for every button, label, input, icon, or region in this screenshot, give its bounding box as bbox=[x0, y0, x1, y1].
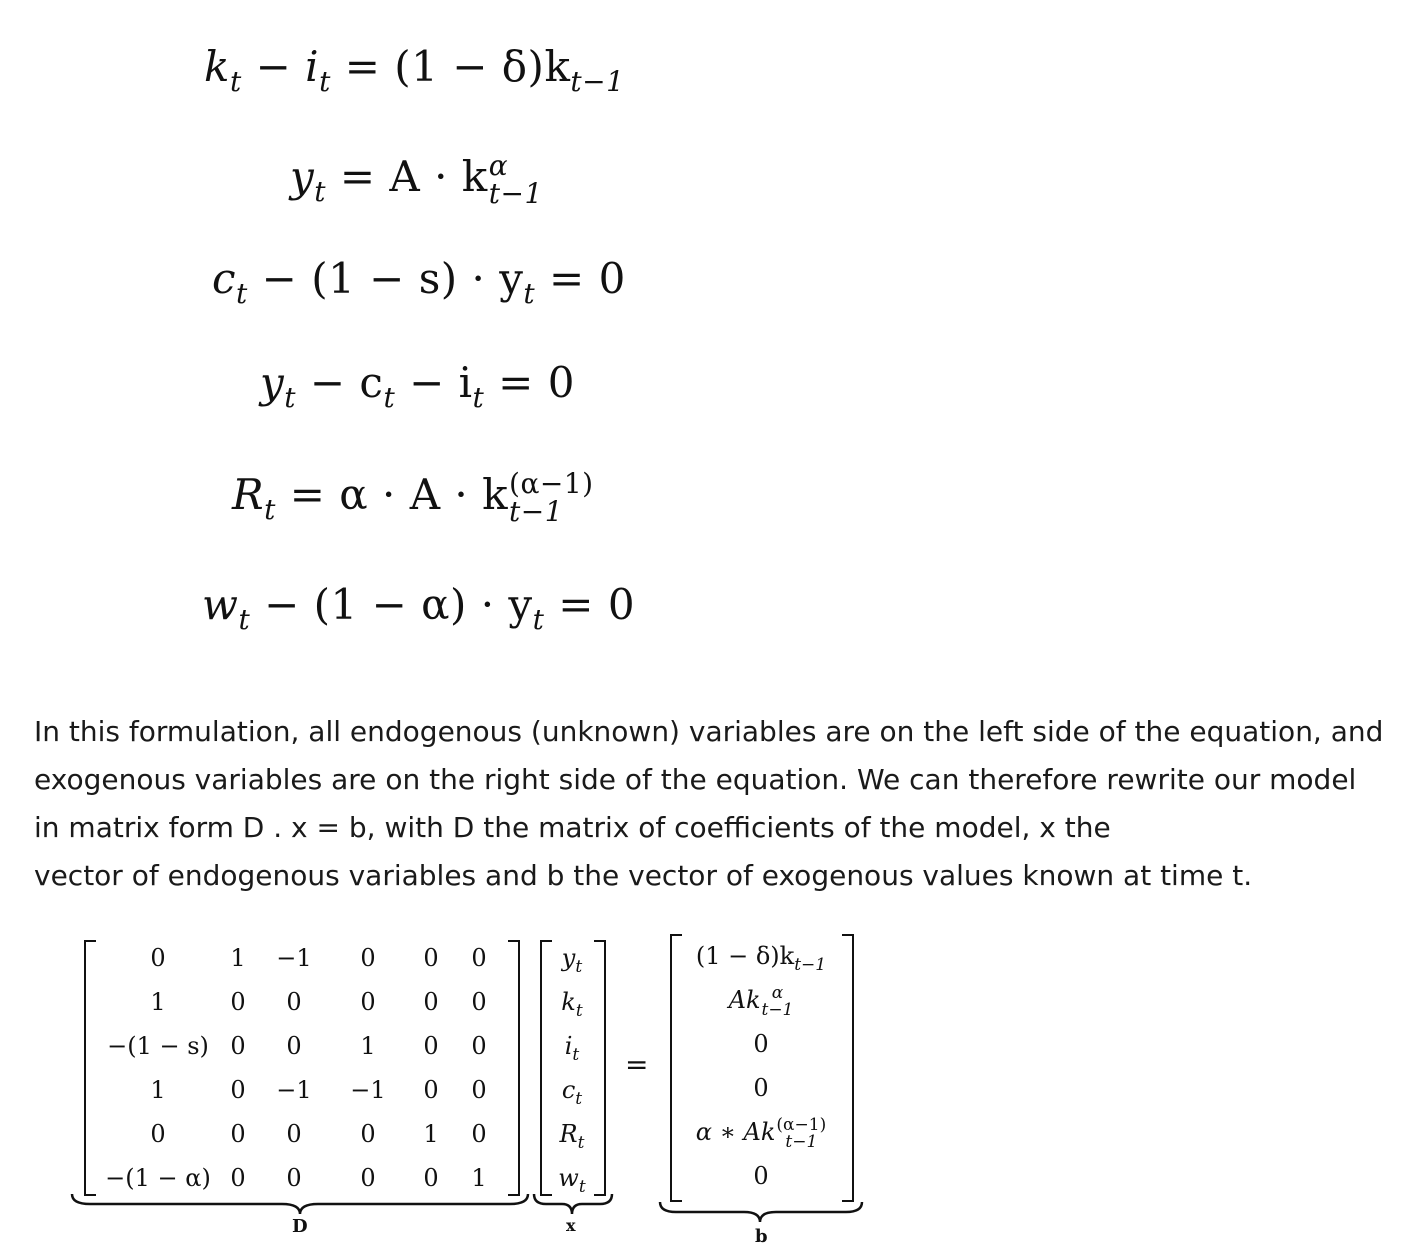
sub: t bbox=[575, 1089, 583, 1109]
sub: t bbox=[229, 65, 242, 98]
sub: t−1 bbox=[570, 65, 625, 98]
var: c bbox=[561, 1076, 576, 1104]
b-text: (1 − δ)k bbox=[695, 942, 795, 970]
b-entry bbox=[680, 934, 842, 978]
sub: t bbox=[577, 1133, 585, 1153]
sub: t bbox=[238, 603, 251, 636]
sub: t bbox=[383, 381, 396, 414]
var: y bbox=[290, 152, 315, 201]
matrix-d-right-bracket bbox=[508, 940, 520, 1196]
var: k bbox=[204, 42, 230, 91]
sub: t−1 bbox=[509, 495, 564, 528]
matrix-d-cell: 0 bbox=[286, 988, 302, 1016]
op: = bbox=[344, 42, 381, 91]
sup: (α−1) bbox=[776, 1114, 827, 1135]
sub: t bbox=[523, 277, 536, 310]
rhs: = 0 bbox=[498, 358, 575, 407]
label-d: D bbox=[292, 1216, 308, 1237]
matrix-d-cell: −1 bbox=[276, 944, 312, 972]
rhs: A · k bbox=[389, 152, 488, 201]
mid: − (1 − α) · y bbox=[264, 580, 533, 629]
var: i bbox=[305, 42, 320, 91]
matrix-d-cell: 0 bbox=[286, 1032, 302, 1060]
var: w bbox=[558, 1164, 579, 1192]
matrix-d-cell: 0 bbox=[230, 988, 246, 1016]
vector-b-right-bracket bbox=[842, 934, 854, 1202]
matrix-d-cell: 1 bbox=[150, 988, 166, 1016]
matrix-d-cell: 1 bbox=[471, 1164, 487, 1192]
label-b: b bbox=[755, 1226, 768, 1247]
b-text: Ak bbox=[728, 986, 761, 1014]
paragraph-line: exogenous variables are on the right side of the equation. We can therefore rewrite our model bbox=[34, 763, 1357, 796]
equals-sign: = bbox=[625, 1048, 649, 1081]
equation-resource-constraint bbox=[260, 358, 575, 414]
var: w bbox=[202, 580, 239, 629]
matrix-d-cell: 0 bbox=[230, 1164, 246, 1192]
matrix-d-cell: 0 bbox=[286, 1120, 302, 1148]
matrix-d-cell: −1 bbox=[350, 1076, 386, 1104]
vector-x-entry bbox=[548, 1024, 596, 1068]
sub: t bbox=[314, 175, 326, 208]
brace-x bbox=[534, 1194, 612, 1214]
sup: α bbox=[488, 149, 509, 182]
vector-x-entry bbox=[548, 1112, 596, 1156]
sub: t bbox=[472, 381, 485, 414]
sub: t bbox=[578, 1177, 586, 1197]
matrix-d bbox=[98, 936, 508, 1200]
term: − c bbox=[309, 358, 384, 407]
rhs: (1 − δ)k bbox=[394, 42, 571, 91]
equation-wage bbox=[202, 580, 636, 636]
b-entry: 0 bbox=[753, 1030, 769, 1058]
matrix-d-cell: −1 bbox=[276, 1076, 312, 1104]
sub: t−1 bbox=[761, 999, 794, 1020]
matrix-d-cell: −(1 − α) bbox=[105, 1164, 211, 1192]
brace-b bbox=[660, 1202, 862, 1222]
matrix-d-cell: 0 bbox=[150, 944, 166, 972]
matrix-d-cell: 0 bbox=[286, 1164, 302, 1192]
matrix-d-cell: 0 bbox=[471, 988, 487, 1016]
var: i bbox=[564, 1032, 573, 1060]
rhs: = 0 bbox=[549, 254, 626, 303]
label-x: x bbox=[566, 1216, 576, 1235]
matrix-d-cell: 0 bbox=[360, 988, 376, 1016]
matrix-d-cell: 0 bbox=[423, 1076, 439, 1104]
matrix-d-cell: 0 bbox=[423, 1032, 439, 1060]
paragraph-line: In this formulation, all endogenous (unknown) variables are on the left side of the equation, and bbox=[34, 715, 1384, 748]
var: y bbox=[260, 358, 285, 407]
rhs: = 0 bbox=[558, 580, 636, 629]
matrix-d-cell: 0 bbox=[360, 1120, 376, 1148]
matrix-d-left-bracket bbox=[84, 940, 96, 1196]
underbraces bbox=[0, 1190, 1420, 1230]
matrix-d-cell: 0 bbox=[471, 944, 487, 972]
matrix-d-cell: 1 bbox=[150, 1076, 166, 1104]
var: R bbox=[559, 1120, 578, 1148]
b-entry: 0 bbox=[753, 1162, 769, 1190]
sup: (α−1) bbox=[509, 467, 594, 500]
op: = bbox=[339, 152, 376, 201]
paragraph-line: in matrix form D . x = b, with D the matrix of coefficients of the model, x the bbox=[34, 811, 1111, 844]
matrix-d-cell: 0 bbox=[471, 1032, 487, 1060]
matrix-d-cell: 0 bbox=[423, 1164, 439, 1192]
sub: t bbox=[284, 381, 296, 414]
vector-x-entry bbox=[548, 936, 596, 980]
rhs: = α · A · k bbox=[289, 470, 509, 519]
matrix-d-cell: 1 bbox=[230, 944, 246, 972]
matrix-d-cell: 0 bbox=[230, 1032, 246, 1060]
matrix-d-cell: 0 bbox=[471, 1120, 487, 1148]
sub: t bbox=[572, 1045, 580, 1065]
equation-interest-rate bbox=[232, 467, 594, 528]
sub: t bbox=[575, 1001, 583, 1021]
var: c bbox=[212, 254, 237, 303]
matrix-d-cell: 0 bbox=[230, 1076, 246, 1104]
var: R bbox=[232, 470, 265, 519]
sub: t−1 bbox=[785, 1131, 818, 1152]
matrix-d-cell: −(1 − s) bbox=[107, 1032, 209, 1060]
b-entry bbox=[680, 1110, 842, 1154]
sub: t bbox=[236, 277, 248, 310]
matrix-d-cell: 0 bbox=[230, 1120, 246, 1148]
b-text: α ∗ Ak bbox=[695, 1118, 776, 1146]
matrix-d-cell: 1 bbox=[360, 1032, 376, 1060]
b-entry bbox=[680, 978, 842, 1022]
matrix-d-cell: 0 bbox=[423, 944, 439, 972]
vector-b bbox=[680, 934, 842, 1198]
sub: t bbox=[264, 493, 276, 526]
explanation-paragraph bbox=[34, 708, 1404, 900]
term: − i bbox=[409, 358, 473, 407]
mid: − (1 − s) · y bbox=[261, 254, 524, 303]
sub: t−1 bbox=[488, 177, 543, 210]
vector-x-entry bbox=[548, 1068, 596, 1112]
vector-x-entry bbox=[548, 980, 596, 1024]
vector-x bbox=[548, 936, 596, 1200]
matrix-d-cell: 0 bbox=[423, 988, 439, 1016]
paragraph-line: vector of endogenous variables and b the vector of exogenous values known at time t. bbox=[34, 859, 1253, 892]
sub: t bbox=[575, 957, 583, 977]
equation-production bbox=[290, 149, 543, 210]
equation-capital-accumulation bbox=[204, 42, 625, 98]
matrix-d-cell: 0 bbox=[150, 1120, 166, 1148]
brace-d bbox=[72, 1194, 528, 1214]
matrix-d-cell: 0 bbox=[471, 1076, 487, 1104]
sub: t bbox=[532, 603, 545, 636]
var: y bbox=[561, 944, 576, 972]
equation-consumption bbox=[212, 254, 626, 310]
matrix-d-cell: 1 bbox=[423, 1120, 439, 1148]
sup: α bbox=[771, 982, 784, 1003]
sub: t bbox=[319, 65, 331, 98]
matrix-d-cell: 0 bbox=[360, 1164, 376, 1192]
op: − bbox=[255, 42, 292, 91]
matrix-d-cell: 0 bbox=[360, 944, 376, 972]
var: k bbox=[561, 988, 576, 1016]
b-entry: 0 bbox=[753, 1074, 769, 1102]
sub: t−1 bbox=[794, 955, 827, 975]
